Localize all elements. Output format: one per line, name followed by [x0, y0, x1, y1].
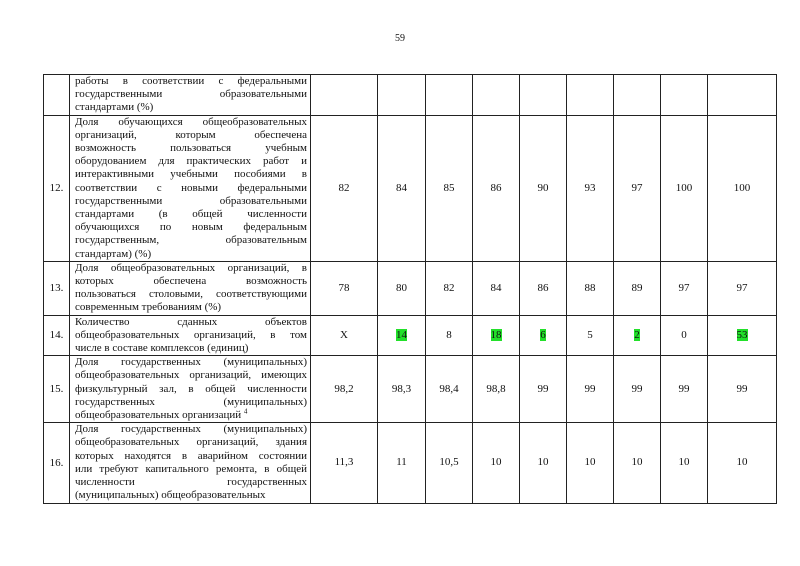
- value-cell: [311, 115, 378, 261]
- description-text: государственным, образовательным: [75, 234, 307, 247]
- description-text: интерактивными учебными пособиями в: [75, 168, 307, 181]
- description-line: [75, 182, 307, 195]
- description-text: численности государственных: [75, 476, 307, 489]
- value-cell: [311, 356, 378, 423]
- description-text: которых обеспечена возможность: [75, 275, 307, 288]
- description-line: [75, 288, 307, 301]
- description-text: Доля государственных (муниципальных): [75, 423, 307, 436]
- description-text: физкультурный зал, в общей численности: [75, 382, 307, 395]
- value-text: 82: [443, 281, 455, 294]
- description-text: Доля государственных (муниципальных): [75, 356, 307, 369]
- value-text: 14: [396, 328, 407, 341]
- value-cell: [473, 356, 520, 423]
- value-cell: [473, 75, 520, 116]
- value-text: 86: [537, 281, 549, 294]
- value-text: 0: [681, 328, 687, 341]
- description-text: или требуют капитального ремонта, в общей: [75, 462, 307, 475]
- description-text: стандартами (в общей численности: [75, 208, 307, 221]
- value-cell: [567, 423, 614, 503]
- value-text: 53: [736, 328, 748, 341]
- description-line: [75, 155, 307, 168]
- value-cell: [614, 75, 661, 116]
- value-cell: [311, 423, 378, 503]
- value-text: 10: [584, 456, 596, 469]
- description-line: [75, 142, 307, 155]
- description-line: [75, 383, 307, 396]
- value-text: 78: [338, 281, 350, 294]
- value-text: 10: [631, 456, 643, 469]
- page-number: 59: [395, 33, 405, 44]
- value-cell: [426, 423, 473, 503]
- value-text: 99: [631, 382, 643, 395]
- value-cell: [311, 315, 378, 356]
- description-line: [75, 396, 307, 409]
- value-text: 88: [584, 281, 596, 294]
- value-text: 6: [540, 328, 546, 341]
- value-cell: [614, 261, 661, 315]
- description-text: Количество сданных объектов: [75, 315, 307, 328]
- description-text: которых находятся в аварийном состоянии: [75, 449, 307, 462]
- description-text: пользоваться столовыми, соответствующими: [75, 288, 307, 301]
- value-cell: [426, 115, 473, 261]
- value-text: 98,8: [486, 382, 506, 395]
- indicator-description: [70, 115, 311, 261]
- value-cell: [661, 75, 708, 116]
- description-text: современным требованиям (%): [75, 301, 222, 314]
- description-line: [75, 329, 307, 342]
- value-text: 84: [490, 281, 502, 294]
- row-number: 15.: [44, 356, 70, 423]
- value-cell: [520, 75, 567, 116]
- value-text: 98,4: [439, 382, 459, 395]
- value-cell: [567, 115, 614, 261]
- description-text: государственными образовательными: [75, 88, 307, 101]
- row-number: 13.: [44, 261, 70, 315]
- description-line: [75, 168, 307, 181]
- description-text: работы в соответствии с федеральными: [75, 75, 307, 87]
- description-text: стандартами (%): [75, 101, 154, 114]
- value-text: 89: [631, 281, 643, 294]
- value-cell: [708, 261, 777, 315]
- value-text: 98,3: [391, 382, 412, 395]
- value-cell: [708, 315, 777, 356]
- value-cell: [473, 115, 520, 261]
- description-line: [75, 208, 307, 221]
- value-cell: [708, 115, 777, 261]
- description-line: [75, 369, 307, 382]
- value-text: 82: [338, 181, 350, 194]
- value-cell: [614, 423, 661, 503]
- footnote-marker: 4: [243, 407, 248, 416]
- value-text: 93: [584, 181, 596, 194]
- table-row: [44, 75, 777, 116]
- description-line: [75, 234, 307, 247]
- value-text: 10: [736, 456, 748, 469]
- value-cell: [473, 423, 520, 503]
- value-text: 10: [490, 456, 502, 469]
- value-text: 99: [584, 382, 596, 395]
- value-text: 84: [396, 181, 407, 194]
- value-text: 80: [396, 281, 407, 294]
- value-cell: [473, 315, 520, 356]
- value-text: 99: [537, 382, 549, 395]
- value-cell: [661, 115, 708, 261]
- description-line: [75, 262, 307, 275]
- value-text: 85: [443, 181, 455, 194]
- value-text: X: [340, 328, 348, 341]
- indicators-table: [43, 74, 777, 504]
- description-text: (муниципальных) общеобразовательных: [75, 489, 266, 502]
- description-text: организаций, которым обеспечена: [75, 128, 307, 141]
- value-cell: [378, 115, 426, 261]
- value-text: 10,5: [439, 456, 459, 469]
- description-line: [75, 423, 307, 436]
- description-line: [75, 248, 307, 261]
- value-text: 90: [537, 181, 549, 194]
- value-cell: [378, 423, 426, 503]
- table-row: [44, 315, 777, 356]
- value-text: 8: [446, 328, 452, 341]
- value-cell: [567, 261, 614, 315]
- value-cell: [567, 315, 614, 356]
- indicator-description: [70, 75, 311, 116]
- value-text: 97: [678, 281, 690, 294]
- table-row: [44, 261, 777, 315]
- value-text: 11: [396, 456, 407, 469]
- description-line: [75, 129, 307, 142]
- value-text: 99: [736, 382, 748, 395]
- value-cell: [473, 261, 520, 315]
- table-row: [44, 423, 777, 503]
- row-number: 16.: [44, 423, 70, 503]
- description-line: [75, 436, 307, 449]
- value-cell: [614, 115, 661, 261]
- value-cell: [426, 356, 473, 423]
- value-text: 5: [587, 328, 593, 341]
- description-text: оборудованием для практических работ и: [75, 155, 307, 168]
- description-line: [75, 450, 307, 463]
- indicator-description: [70, 423, 311, 503]
- indicator-description: [70, 261, 311, 315]
- value-text: 97: [736, 281, 748, 294]
- row-number: 14.: [44, 315, 70, 356]
- description-line: [75, 301, 307, 314]
- description-line: [75, 75, 307, 88]
- indicator-description: [70, 356, 311, 423]
- value-cell: [426, 261, 473, 315]
- description-line: [75, 221, 307, 234]
- value-text: 97: [631, 181, 643, 194]
- value-cell: [378, 356, 426, 423]
- description-text: общеобразовательных организаций, имеющих: [75, 369, 307, 382]
- value-text: 86: [490, 181, 502, 194]
- description-line: [75, 409, 307, 422]
- description-line: [75, 476, 307, 489]
- value-text: 11,3: [334, 456, 354, 469]
- value-text: 10: [537, 456, 549, 469]
- description-text: Доля общеобразовательных организаций, в: [75, 261, 307, 274]
- value-cell: [520, 423, 567, 503]
- value-cell: [520, 261, 567, 315]
- description-line: [75, 88, 307, 101]
- table-row: [44, 115, 777, 261]
- value-cell: [661, 356, 708, 423]
- value-cell: [661, 423, 708, 503]
- description-line: [75, 275, 307, 288]
- value-cell: [311, 75, 378, 116]
- value-text: 100: [675, 181, 693, 194]
- value-cell: [378, 261, 426, 315]
- description-text: Доля обучающихся общеобразовательных: [75, 115, 307, 128]
- value-cell: [708, 423, 777, 503]
- value-cell: [311, 261, 378, 315]
- description-text: стандартам) (%): [75, 247, 152, 260]
- value-cell: [426, 75, 473, 116]
- value-cell: [520, 315, 567, 356]
- value-text: 98,2: [334, 382, 354, 395]
- value-cell: [567, 75, 614, 116]
- value-cell: [520, 115, 567, 261]
- description-line: [75, 342, 307, 355]
- value-cell: [567, 356, 614, 423]
- value-text: 99: [678, 382, 690, 395]
- description-line: [75, 316, 307, 329]
- value-text: 2: [634, 328, 640, 341]
- description-line: [75, 489, 307, 502]
- description-text: соответствии с новыми федеральными: [75, 181, 307, 194]
- value-text: 100: [733, 181, 751, 194]
- value-cell: [378, 75, 426, 116]
- description-text: государственных (муниципальных): [75, 395, 307, 408]
- value-cell: [661, 261, 708, 315]
- value-cell: [378, 315, 426, 356]
- description-text: обучающихся по новым федеральным: [75, 221, 307, 234]
- description-text: общеобразовательных организаций: [75, 409, 242, 422]
- description-text: общеобразовательных организаций, здания: [75, 436, 307, 449]
- table-row: [44, 356, 777, 423]
- value-text: 18: [490, 328, 502, 341]
- value-cell: [614, 356, 661, 423]
- value-cell: [614, 315, 661, 356]
- row-number: [44, 75, 70, 116]
- value-text: 10: [678, 456, 690, 469]
- description-text: возможность пользоваться учебным: [75, 142, 307, 155]
- description-line: [75, 463, 307, 476]
- description-line: [75, 356, 307, 369]
- description-line: [75, 195, 307, 208]
- description-text: общеобразовательных организаций, в том: [75, 328, 307, 341]
- value-cell: [708, 75, 777, 116]
- value-cell: [661, 315, 708, 356]
- row-number: 12.: [44, 115, 70, 261]
- value-cell: [426, 315, 473, 356]
- description-line: [75, 101, 307, 114]
- indicator-description: [70, 315, 311, 356]
- description-line: [75, 116, 307, 129]
- description-text: числе в составе комплексов (единиц): [75, 342, 249, 355]
- description-text: государственными образовательными: [75, 194, 307, 207]
- value-cell: [708, 356, 777, 423]
- value-cell: [520, 356, 567, 423]
